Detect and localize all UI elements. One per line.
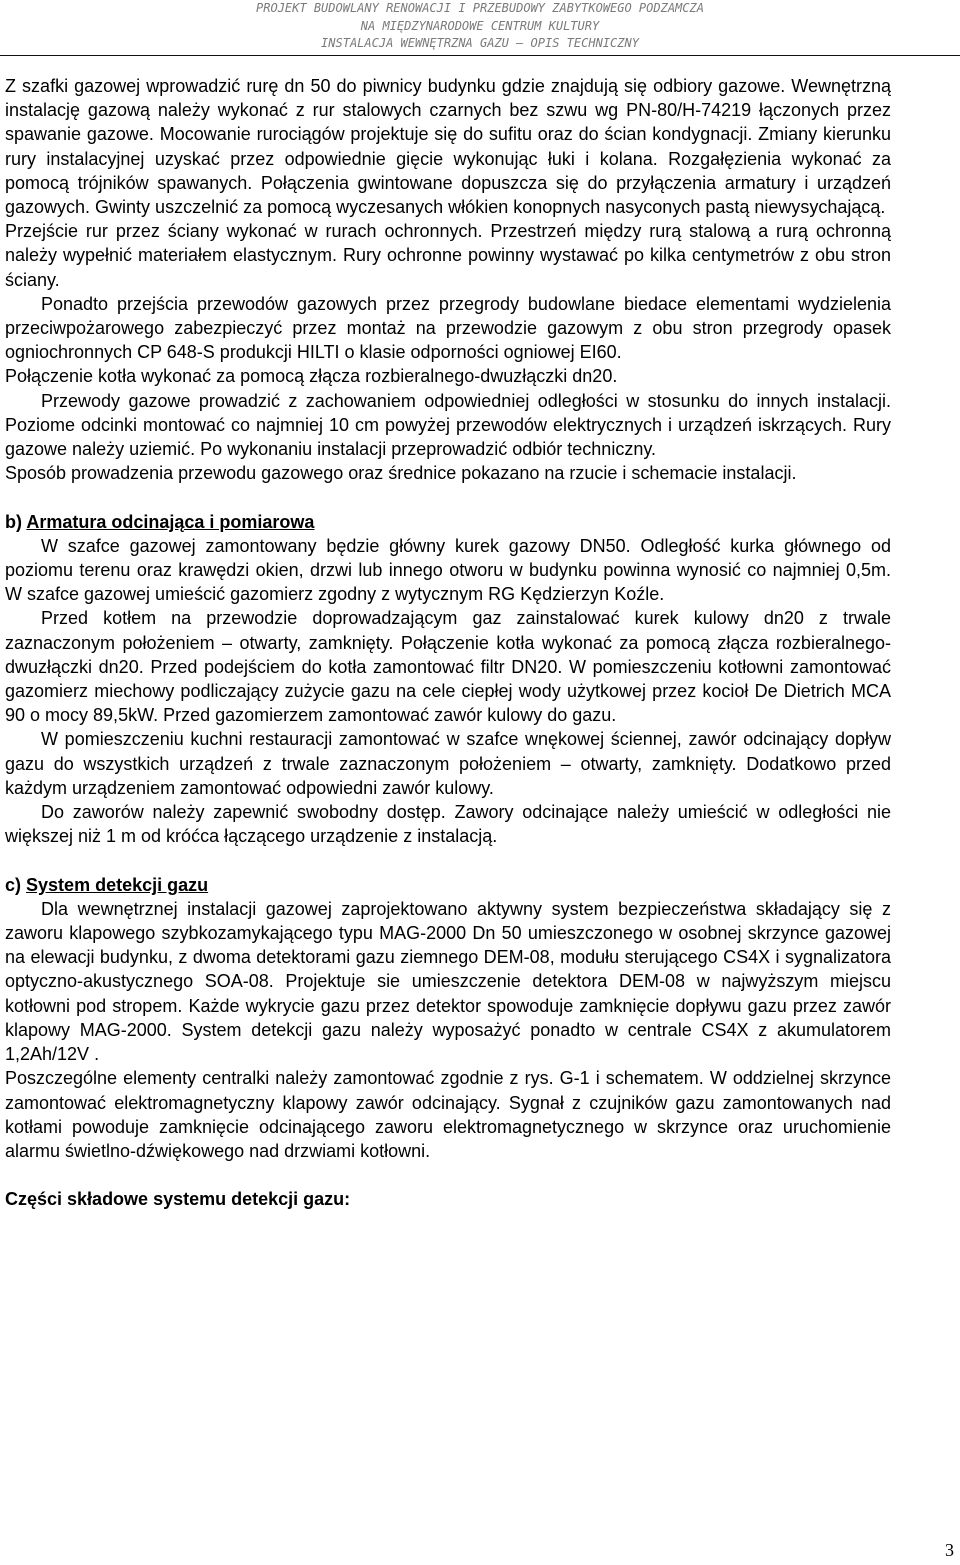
paragraph-kitchen-valve: W pomieszczeniu kuchni restauracji zamontować w szafce wnękowej ściennej, zawór odcinający dopływ gazu do wszystkich urządzeń z trwale zaznaczonym położeniem – otwarty, zamknięty. Dodatkowo przed każdym urządzeniem zamontować odpowiedni zawór kulowy. bbox=[5, 729, 891, 798]
paragraph-pipe-installation: Z szafki gazowej wprowadzić rurę dn 50 do piwnicy budynku gdzie znajdują się odbiory gazowe. Wewnętrzną instalację gazową należy wykonać z rur stalowych czarnych bez szwu wg PN-80/H-74219 łączonych przez spawanie gazowe. Mocowanie rurociągów projektuje się do sufitu oraz do ścian kondygnacji. Zmiany kierunku rury instalacyjnej uzyskać przez odpowiednie gięcie wykonując łuki i kolana. Rozgałęzienia wykonać za pomocą trójników spawanych. Połączenia gwintowane dopuszcza się do przyłączenia armatury i urządzeń gazowych. Gwinty uszczelnić za pomocą wyczesanych włókien konopnych nasyconych pastą niewysychającą. bbox=[5, 76, 891, 218]
paragraph-clearances: Przewody gazowe prowadzić z zachowaniem odpowiedniej odległości w stosunku do innych instalacji. Poziome odcinki montować co najmniej 10 cm powyżej przewodów elektrycznych i urządzeń iskrzących. Rury gazowe należy uziemić. Po wykonaniu instalacji przeprowadzić odbiór techniczny. bbox=[5, 390, 891, 460]
paragraph-boiler-connection: Połączenie kotła wykonać za pomocą złącza rozbieralnego-dwuzłączki dn20. bbox=[5, 366, 618, 387]
header-line-1: PROJEKT BUDOWLANY RENOWACJI I PRZEBUDOWY ZABYTKOWEGO PODZAMCZA bbox=[256, 1, 704, 15]
spacer bbox=[5, 1163, 891, 1187]
components-heading: Części składowe systemu detekcji gazu: bbox=[5, 1189, 351, 1210]
paragraph-fire-barriers: Ponadto przejścia przewodów gazowych przez przegrody budowlane biedace elementami wydzielenia przeciwpożarowego zabezpieczyć przez montaż na przewodzie gazowym z obu stron przegrody opasek ogniochronnych CP 648-S produkcji HILTI o klasie odporności ogniowej EI60. bbox=[5, 293, 891, 363]
section-c-prefix: c) bbox=[5, 874, 22, 895]
section-b-title: Armatura odcinająca i pomiarowa bbox=[26, 511, 315, 532]
paragraph-wall-passages: Przejście rur przez ściany wykonać w rurach ochronnych. Przestrzeń między rurą stalową a rurą ochronną należy wypełnić materiałem elastycznym. Rury ochronne powinny wystawać po kilka centymetrów z obu stron ściany. bbox=[5, 221, 891, 290]
header-divider bbox=[0, 55, 960, 56]
section-c-title: System detekcji gazu bbox=[26, 874, 209, 895]
header-line-3: INSTALACJA WEWNĘTRZNA GAZU – OPIS TECHNICZNY bbox=[321, 36, 639, 50]
paragraph-valve-access: Do zaworów należy zapewnić swobodny dostęp. Zawory odcinające należy umieścić w odległości nie większej niż 1 m od króćca łączącego urządzenie z instalacją. bbox=[5, 802, 891, 847]
paragraph-main-valve: W szafce gazowej zamontowany będzie główny kurek gazowy DN50. Odległość kurka głównego od poziomu terenu oraz krawędzi okien, drzwi lub innego otworu w budynku powinna wynosić co najmniej 0,5m. W szafce gazowej umieścić gazomierz zgodny z wytycznym RG Kędzierzyn Koźle. bbox=[5, 535, 891, 605]
section-heading-c bbox=[5, 873, 891, 897]
paragraph-routing-reference: Sposób prowadzenia przewodu gazowego oraz średnice pokazano na rzucie i schemacie instalacji. bbox=[5, 463, 797, 484]
page-number: 3 bbox=[945, 1540, 954, 1560]
document-body bbox=[5, 74, 891, 1212]
header-line-2: NA MIĘDZYNARODOWE CENTRUM KULTURY bbox=[360, 18, 600, 33]
spacer bbox=[5, 848, 891, 872]
paragraph-detection-system: Dla wewnętrznej instalacji gazowej zaprojektowano aktywny system bezpieczeństwa składający się z zaworu klapowego szybkozamykającego typu MAG-2000 Dn 50 umieszczonego w osobnej skrzynce gazowej na elewacji budynku, z dwoma detektorami gazu ziemnego DEM-08, modułu sterującego CS4X i sygnalizatora optyczno-akustycznego SOA-08. Projektuje sie umieszczenie detektora DEM-08 w najwyższym miejscu kotłowni pod stropem. Każde wykrycie gazu przez detektor spowoduje zamknięcie dopływu gazu przez zawór klapowy MAG-2000. System detekcji gazu należy wyposażyć ponadto w centrale CS4X z akumulatorem 1,2Ah/12V . bbox=[5, 898, 891, 1065]
page-header bbox=[0, 0, 960, 53]
section-heading-b bbox=[5, 510, 891, 534]
paragraph-control-unit: Poszczególne elementy centralki należy zamontować zgodnie z rys. G-1 i schematem. W oddzielnej skrzynce zamontować elektromagnetyczny klapowy zawór odcinający. Sygnał z czujników gazu zamontowanych nad kotłami powoduje zamknięcie odcinającego zaworu elektromagnetycznego w skrzynce oraz uruchomienie alarmu świetlno-dźwiękowego nad drzwiami kotłowni. bbox=[5, 1068, 891, 1161]
section-b-prefix: b) bbox=[5, 511, 22, 532]
paragraph-boiler-valve: Przed kotłem na przewodzie doprowadzającym gaz zainstalować kurek kulowy dn20 z trwale zaznaczonym położeniem – otwarty, zamknięty. Połączenie kotła wykonać za pomocą złącza rozbieralnego-dwuzłączki dn20. Przed podejściem do kotła zamontować filtr DN20. W pomieszczeniu kotłowni zamontować gazomierz miechowy podliczający zużycie gazu na cele ciepłej wody użytkowej przez kocioł De Dietrich MCA 90 o mocy 89,5kW. Przed gazomierzem zamontować zawór kulowy do gazu. bbox=[5, 608, 891, 726]
spacer bbox=[5, 485, 891, 509]
